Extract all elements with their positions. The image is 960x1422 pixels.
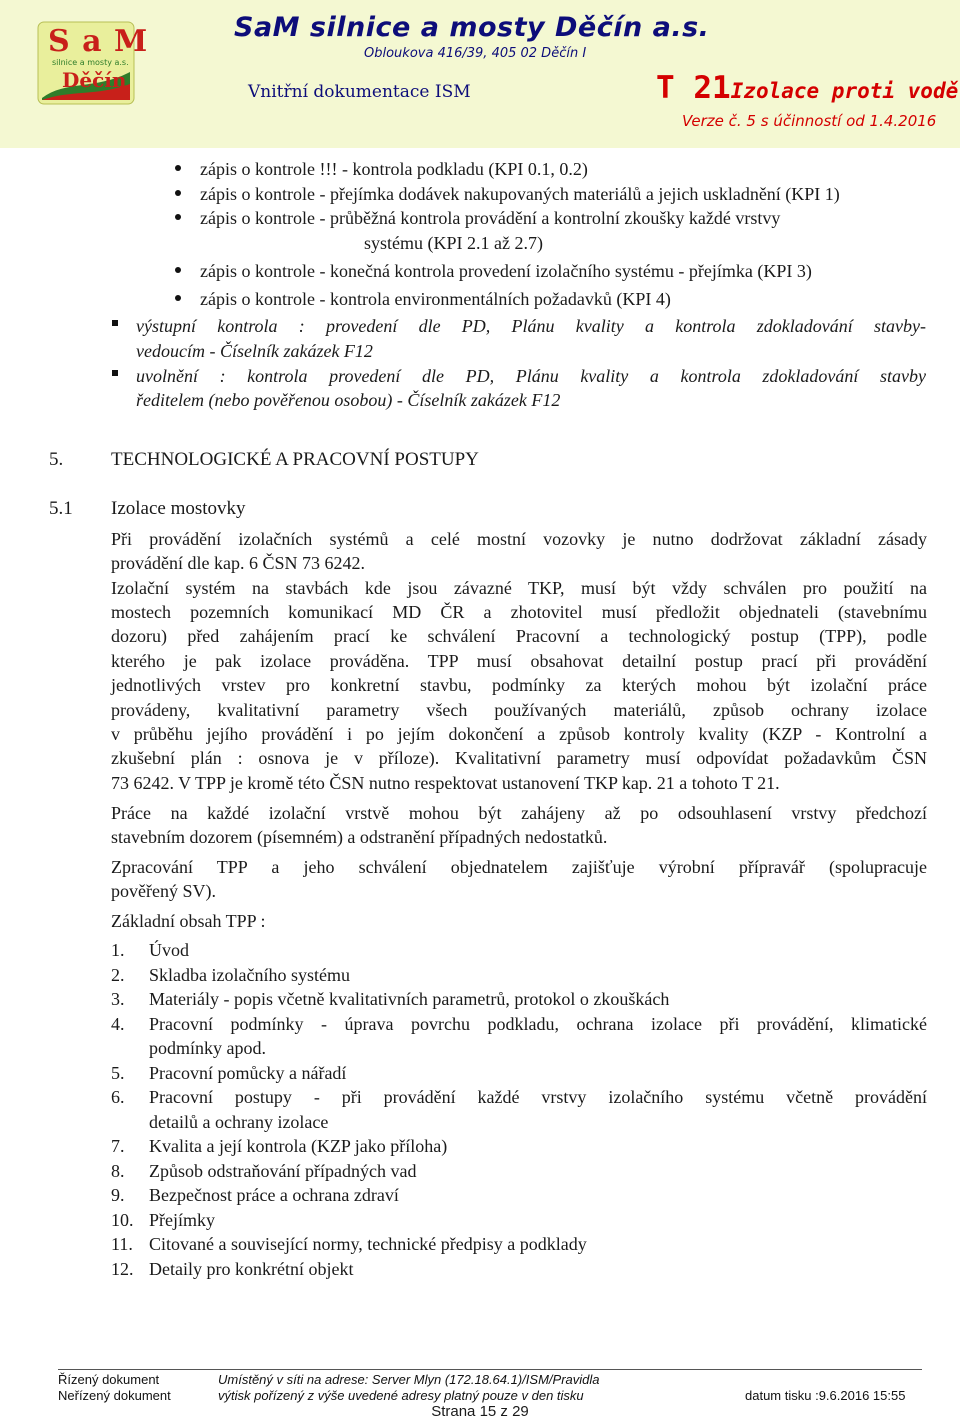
square-item-line: ředitelem (nebo pověřenou osobou) - Číselník zakázek F12 xyxy=(136,390,561,410)
subsection-number: 5.1 xyxy=(49,498,73,519)
paragraph-line: dozoru) před zahájením prací ke schválení Pracovní a technologický postup (TPP), podle xyxy=(111,626,927,646)
bullet-item: zápis o kontrole - průběžná kontrola provádění a kontrolní zkoušky každé vrstvy xyxy=(200,208,781,228)
list-item-number: 11. xyxy=(111,1234,133,1254)
list-item-number: 9. xyxy=(111,1185,125,1205)
footer-divider xyxy=(58,1369,922,1370)
list-item-number: 4. xyxy=(111,1013,125,1034)
bullet-dot xyxy=(175,295,181,301)
list-item-number: 5. xyxy=(111,1062,125,1083)
bullet-item: zápis o kontrole - přejímka dodávek nakupovaných materiálů a jejich uskladnění (KPI 1) xyxy=(200,184,840,204)
logo-top-text: S a M xyxy=(48,24,149,59)
bullet-item: zápis o kontrole - kontrola environmentálních požadavků (KPI 4) xyxy=(200,289,671,309)
paragraph-line: stavebním dozorem (písemném) a odstranění případných nedostatků. xyxy=(111,827,608,847)
list-item-text: Pracovní podmínky - úprava povrchu podkladu, ochrana izolace při provádění, klimatické xyxy=(149,1013,927,1034)
list-item-text: Přejímky xyxy=(149,1209,215,1230)
list-item-text: Pracovní pomůcky a nářadí xyxy=(149,1062,347,1083)
list-item-text: Úvod xyxy=(149,940,189,960)
internal-doc-label: Vnitřní dokumentace ISM xyxy=(248,82,471,102)
list-item-text: Způsob odstraňování případných vad xyxy=(149,1160,417,1181)
list-item-number: 6. xyxy=(111,1087,125,1107)
paragraph-line: kterého je pak izolace prováděna. TPP musí obsahovat detailní postup prací při provádění xyxy=(111,651,927,671)
square-item-line: uvolnění : kontrola provedení dle PD, Plánu kvality a kontrola zdokladování stavby xyxy=(136,366,926,386)
list-item-number: 12. xyxy=(111,1258,134,1279)
square-item-line: výstupní kontrola : provedení dle PD, Plánu kvality a kontrola zdokladování stavby- xyxy=(136,316,926,336)
paragraph-line: Práce na každé izolační vrstvě mohou být zahájeny až po odsouhlasení vrstvy předchozí xyxy=(111,803,927,823)
bullet-dot xyxy=(175,267,181,273)
square-bullet xyxy=(112,320,118,326)
list-item-text: Bezpečnost práce a ochrana zdraví xyxy=(149,1185,399,1205)
list-item-text-continuation: detailů a ochrany izolace xyxy=(149,1111,329,1132)
bullet-item: zápis o kontrole - konečná kontrola provedení izolačního systému - přejímka (KPI 3) xyxy=(200,261,812,281)
section-number: 5. xyxy=(49,449,64,470)
paragraph-line: Základní obsah TPP : xyxy=(111,911,266,931)
paragraph-line: Při provádění izolačních systémů a celé mostní vozovky je nutno dodržovat základní zásady xyxy=(111,529,927,549)
paragraph-line: mostech pozemních komunikací MD ČR a zhotovitel musí předložit objednateli (stavebnímu xyxy=(111,602,927,622)
list-item-text: Skladba izolačního systému xyxy=(149,964,350,985)
paragraph-line: provádění dle kap. 6 ČSN 73 6242. xyxy=(111,553,365,573)
paragraph-line: jednotlivých vrstev pro konkretní stavbu, podmínky za kterých mohou být izolační práce xyxy=(111,675,927,695)
subsection-title: Izolace mostovky xyxy=(111,498,246,519)
list-item-text: Kvalita a její kontrola (KZP jako příloha) xyxy=(149,1136,448,1156)
footer-location: Umístěný v síti na adrese: Server Mlyn (172.18.64.1)/ISM/Pravidla xyxy=(218,1372,600,1387)
footer-uncontrolled-doc: Neřízený dokument xyxy=(58,1388,171,1403)
bullet-dot xyxy=(175,165,181,171)
bullet-item-continuation: systému (KPI 2.1 až 2.7) xyxy=(364,233,543,253)
logo-city-text: Děčín xyxy=(62,68,127,92)
bullet-dot xyxy=(175,190,181,196)
company-address: Obloukova 416/39, 405 02 Děčín I xyxy=(364,46,587,61)
square-item-line: vedoucím - Číselník zakázek F12 xyxy=(136,341,373,361)
document-code xyxy=(656,70,958,106)
list-item-number: 10. xyxy=(111,1209,134,1230)
bullet-dot xyxy=(175,214,181,220)
paragraph-line: provádeny, kvalitativní parametry všech používaných materiálů, způsob ochrany izolace xyxy=(111,700,927,720)
document-number: T 21 xyxy=(656,70,731,106)
footer-validity: výtisk pořízený z výše uvedené adresy platný pouze v den tisku xyxy=(218,1388,584,1403)
paragraph-line: Zpracování TPP a jeho schválení objednatelem zajišťuje výrobní přípravář (spolupracuje xyxy=(111,857,927,877)
bullet-item: zápis o kontrole !!! - kontrola podkladu (KPI 0.1, 0.2) xyxy=(200,159,588,179)
logo-subtext: silnice a mosty a.s. xyxy=(52,58,129,67)
square-bullet xyxy=(112,370,118,376)
footer-controlled-doc: Řízený dokument xyxy=(58,1372,160,1387)
paragraph-line: Izolační systém na stavbách kde jsou závazné TKP, musí být vždy schválen pro použití na xyxy=(111,578,927,598)
list-item-text: Pracovní postupy - při provádění každé vrstvy izolačního systému včetně provádění xyxy=(149,1087,927,1107)
list-item-number: 2. xyxy=(111,964,125,985)
paragraph-line: zkušební plán : osnova je v příloze). Kvalitativní parametry musí odpovídat požadavkům ČSN xyxy=(111,748,927,768)
list-item-text: Materiály - popis včetně kvalitativních parametrů, protokol o zkouškách xyxy=(149,989,670,1009)
document-title: Izolace proti vodě xyxy=(730,79,959,103)
section-title: TECHNOLOGICKÉ A PRACOVNÍ POSTUPY xyxy=(111,449,479,470)
company-name: SaM silnice a mosty Děčín a.s. xyxy=(234,12,710,43)
paragraph-line: v průběhu jejího provádění i po jejím dokončení a způsob kontroly kvality (KZP - Kontrolní a xyxy=(111,724,927,744)
list-item-number: 3. xyxy=(111,989,125,1009)
paragraph-line: 73 6242. V TPP je kromě této ČSN nutno respektovat ustanovení TKP kap. 21 a tohoto T 21. xyxy=(111,773,780,793)
list-item-number: 7. xyxy=(111,1136,125,1156)
paragraph-line: pověřený SV). xyxy=(111,881,216,901)
list-item-text-continuation: podmínky apod. xyxy=(149,1038,266,1058)
footer-print-date: datum tisku :9.6.2016 15:55 xyxy=(745,1388,906,1403)
document-version: Verze č. 5 s účinností od 1.4.2016 xyxy=(682,112,937,130)
list-item-text: Detaily pro konkrétní objekt xyxy=(149,1258,354,1279)
list-item-text: Citované a související normy, technické předpisy a podklady xyxy=(149,1234,587,1254)
list-item-number: 1. xyxy=(111,940,125,960)
list-item-number: 8. xyxy=(111,1160,125,1181)
page-number: Strana 15 z 29 xyxy=(431,1403,529,1420)
